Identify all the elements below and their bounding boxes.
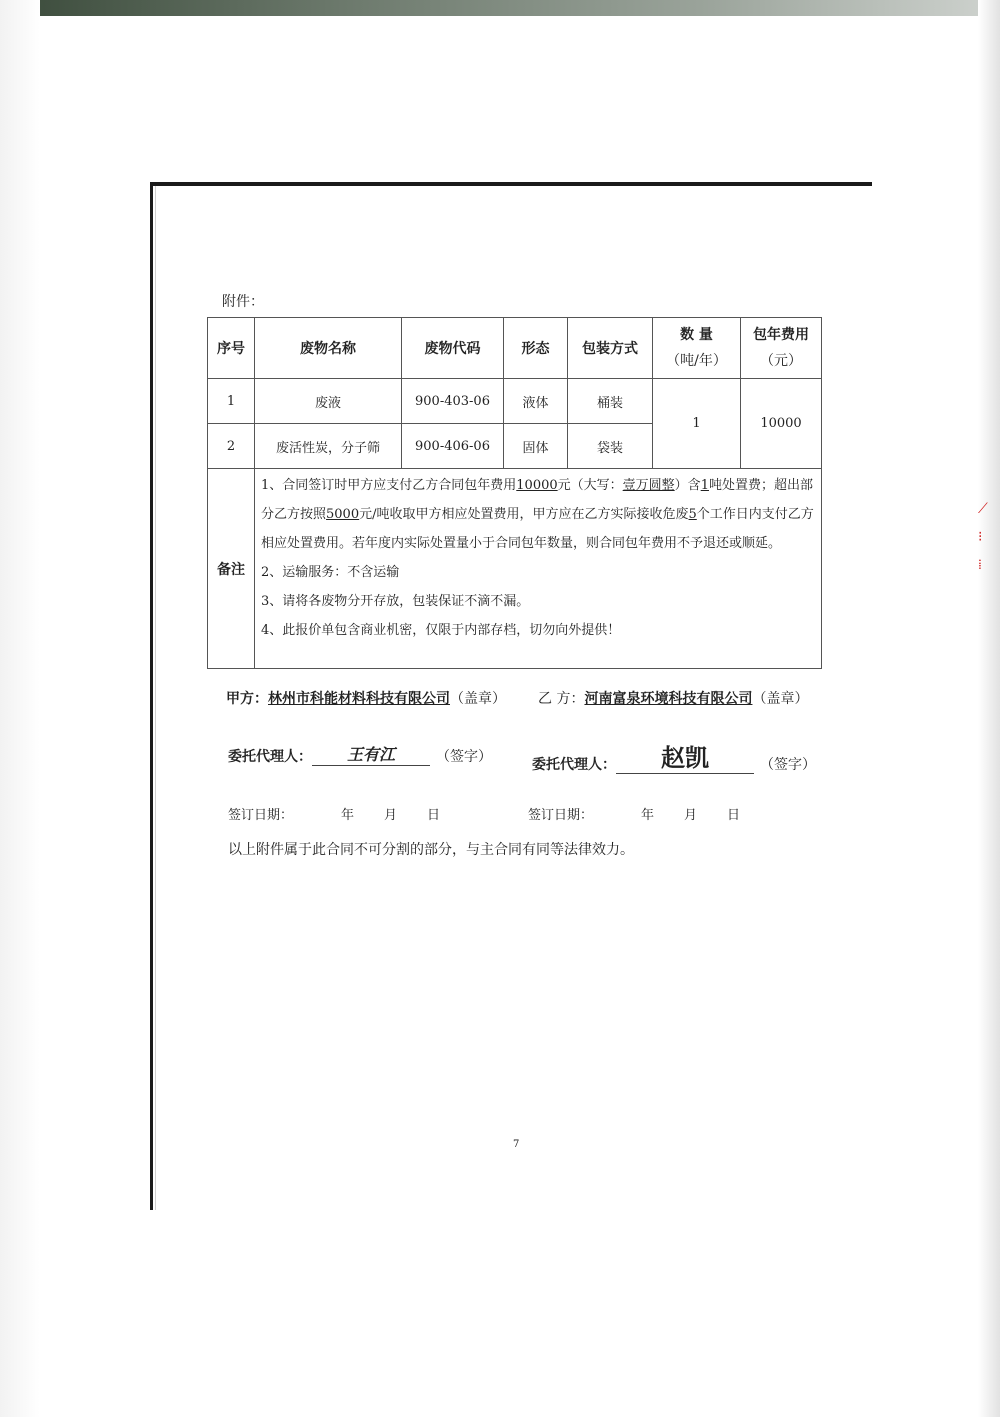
date-b-month: 月 <box>684 808 698 823</box>
remark-1-text-c: ）含 <box>674 478 701 493</box>
party-b-seal-note: （盖章） <box>752 691 809 707</box>
agent-a-sign-note: （签字） <box>436 749 492 765</box>
header-code: 废物代码 <box>402 318 504 379</box>
remark-1-text-f: 个工作日内支付乙方相应处置费用。若年度内实际处置量小于合同包年数量，则合同包年费用不予退还或顺延。 <box>261 507 814 551</box>
party-b <box>538 688 808 708</box>
row-form: 液体 <box>504 379 568 424</box>
agent-b <box>532 738 816 774</box>
date-a-year: 年 <box>341 808 355 823</box>
remark-3: 3、请将各废物分开存放，包装保证不滴不漏。 <box>261 594 530 609</box>
red-seal-fragment: ⟋ ⁝ ⁞ <box>978 501 988 573</box>
scan-right-edge <box>978 0 1000 1417</box>
quantity-cell: 1 <box>653 379 741 469</box>
frame-top-border <box>150 182 872 186</box>
header-package: 包装方式 <box>568 318 653 379</box>
date-a <box>228 804 440 823</box>
agent-a-signature-line <box>312 742 430 766</box>
party-b-name: 河南富泉环境科技有限公司 <box>584 691 753 707</box>
agent-a-signature: 王有江 <box>346 745 395 764</box>
attachment-label: 附件： <box>222 294 264 310</box>
header-name: 废物名称 <box>255 318 402 379</box>
party-a-seal-note: （盖章） <box>450 691 506 707</box>
remarks-label: 备注 <box>208 469 255 669</box>
remark-2: 2、运输服务：不含运输 <box>261 565 400 580</box>
date-a-day: 日 <box>427 808 441 823</box>
party-a <box>226 688 506 708</box>
header-fee-line2: （元） <box>760 353 802 369</box>
page-number: 7 <box>513 1139 520 1150</box>
row-package: 袋装 <box>568 424 653 469</box>
date-a-label: 签订日期： <box>228 808 294 823</box>
header-quantity <box>653 318 741 379</box>
row-code: 900-406-06 <box>402 424 504 469</box>
header-quantity-line2: （吨/年） <box>666 353 727 369</box>
frame-inner-line <box>155 186 156 1210</box>
remark-1-text-b: 元（大写： <box>557 478 623 493</box>
date-b-day: 日 <box>727 808 741 823</box>
frame-left-border <box>150 182 153 1210</box>
date-b-year: 年 <box>641 808 655 823</box>
scan-left-edge <box>0 0 40 1417</box>
agent-a <box>228 742 492 766</box>
agent-b-signature: 赵凯 <box>661 744 709 772</box>
row-name: 废活性炭，分子筛 <box>255 424 402 469</box>
agent-b-sign-note: （签字） <box>760 757 816 773</box>
agent-b-signature-line <box>616 738 754 774</box>
header-fee-line1: 包年费用 <box>753 327 809 343</box>
row-seq: 1 <box>208 379 255 424</box>
date-a-month: 月 <box>384 808 398 823</box>
party-a-name: 林州市科能材料科技有限公司 <box>268 691 450 707</box>
remark-1 <box>261 471 815 558</box>
waste-table <box>207 317 822 669</box>
remark-4: 4、此报价单包含商业机密，仅限于内部存档，切勿向外提供！ <box>261 623 621 638</box>
row-code: 900-403-06 <box>402 379 504 424</box>
remark-1-text-e: 元/吨收取甲方相应处置费用，甲方应在乙方实际接收危废 <box>359 507 689 522</box>
agent-b-label: 委托代理人： <box>532 757 616 773</box>
header-fee <box>741 318 822 379</box>
header-quantity-line1: 数 量 <box>680 327 713 343</box>
row-name: 废液 <box>255 379 402 424</box>
date-b-label: 签订日期： <box>528 808 594 823</box>
remark-1-tons: 1 <box>700 478 709 493</box>
remark-1-text-d: 吨处置费；超出部分乙方按照 <box>261 478 813 522</box>
row-package: 桶装 <box>568 379 653 424</box>
remark-1-text-a: 1、合同签订时甲方应支付乙方合同包年费用 <box>261 478 517 493</box>
scan-top-edge <box>0 0 1000 16</box>
remark-1-fee: 10000 <box>516 478 558 493</box>
remark-1-rate: 5000 <box>326 507 360 522</box>
party-a-label: 甲方： <box>226 691 268 707</box>
remark-1-fee-words: 壹万圆整 <box>622 478 675 493</box>
header-form: 形态 <box>504 318 568 379</box>
remark-1-days: 5 <box>688 507 697 522</box>
row-form: 固体 <box>504 424 568 469</box>
header-seq: 序号 <box>208 318 255 379</box>
party-b-label: 乙 方： <box>538 691 585 707</box>
fee-cell: 10000 <box>741 379 822 469</box>
footnote: 以上附件属于此合同不可分割的部分，与主合同有同等法律效力。 <box>228 842 634 858</box>
date-b <box>528 804 740 823</box>
table-row <box>208 379 822 424</box>
agent-a-label: 委托代理人： <box>228 749 312 765</box>
remarks-cell <box>255 469 822 669</box>
row-seq: 2 <box>208 424 255 469</box>
